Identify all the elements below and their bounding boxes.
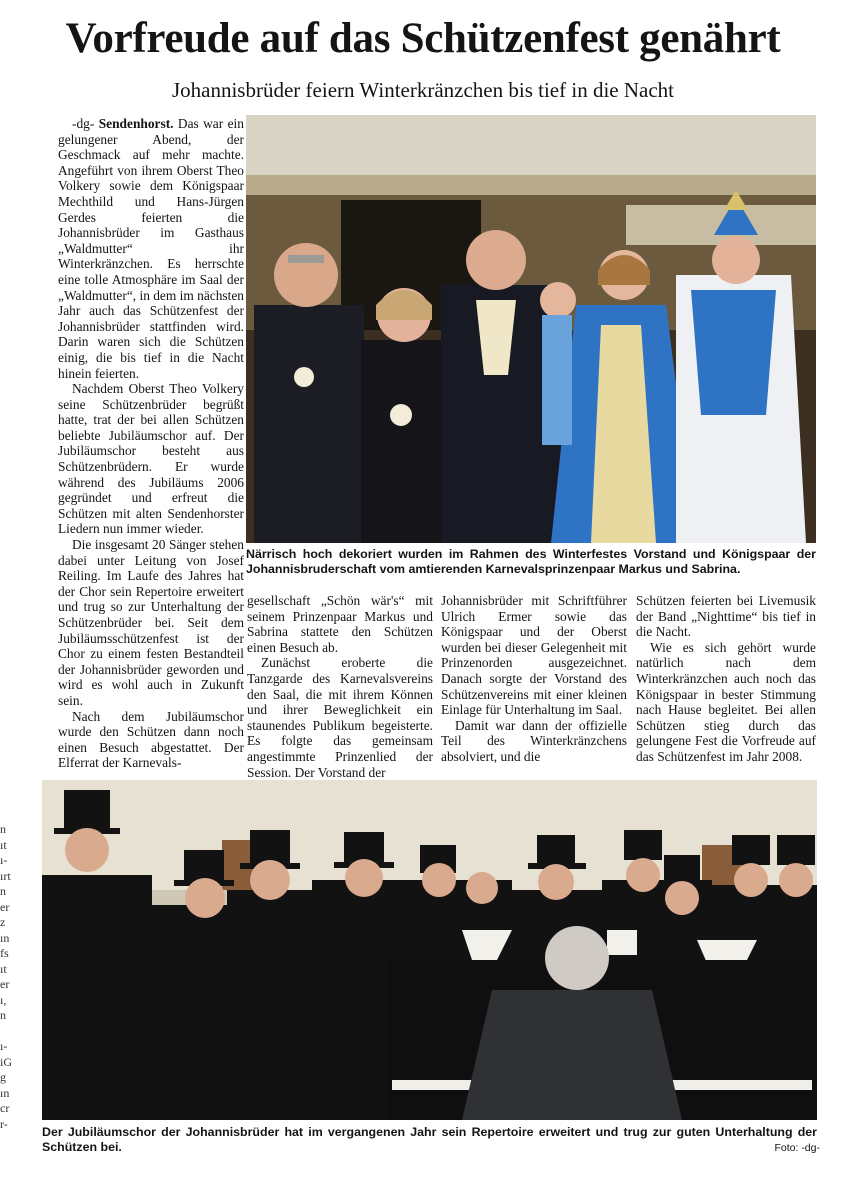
edge-fragment-line: iG <box>0 1054 12 1069</box>
article-column-3 <box>441 593 627 769</box>
photo-caption-1: Närrisch hoch dekoriert wurden im Rahmen des Winterfestes Vorstand und Königspaar der Johannisbruderschaft vom amtierenden Karnevalsprinzenpaar Markus und Sabrina. <box>246 547 816 576</box>
photo-choir-image <box>42 780 817 1120</box>
paragraph: gesellschaft „Schön wär's“ mit seinem Prinzenpaar Markus und Sabrina stattete den Schützen einen Besuch ab. <box>247 593 433 655</box>
photo-jubilee-choir <box>42 780 817 1120</box>
edge-fragment-line: n <box>0 884 6 898</box>
edge-fragment-line: ı- <box>0 853 8 867</box>
edge-fragment-line: er <box>0 977 10 991</box>
paragraph: Nachdem Oberst Theo Volkery seine Schützenbrüder begrüßt hatte, trat der bei allen Schützen beliebte Jubiläumschor auf. Der Jubiläumschor besteht aus Schützenbrüdern. Er wurde während des Jubiläums 2006 gegründet und erfreut die Schützen mit alten Sendenhorster Liedern nun immer wieder. <box>58 381 244 537</box>
paragraph: Zunächst eroberte die Tanzgarde des Karnevalsvereins den Saal, die mit ihrem Können und ihrer Beweglichkeit ein staunendes Publikum begeisterte. Es folgte das gemeinsam angestimmte Prinzenlied der Session. Der Vorstand der <box>247 655 433 780</box>
photo-caption-2: Der Jubiläumschor der Johannisbrüder hat im vergangenen Jahr sein Repertoire erweitert und trug zur guten Unterhaltung der Schützen bei. <box>42 1125 817 1154</box>
photo-credit: Foto: -dg- <box>774 1142 820 1154</box>
headline: Vorfreude auf das Schützenfest genährt <box>65 15 781 62</box>
dateline: Sendenhorst. <box>98 116 174 131</box>
paragraph: Die insgesamt 20 Sänger stehen dabei unter Leitung von Josef Reiling. Im Laufe des Jahres hat der Chor sein Repertoire erweitert und trug so zur Unterhaltung der Schützenbrüder bei. Seit dem Jubiläumsschützenfest ist der Chor zu einem festen Bestandteil der Johannisbrüder geworden und wird es wohl auch in Zukunft sein. <box>58 537 244 708</box>
paragraph: Nach dem Jubiläumschor wurde den Schützen dann noch einen Besuch abgestattet. Der Elferrat der Karnevals- <box>58 708 244 771</box>
edge-fragment-line: n <box>0 822 6 836</box>
edge-fragment-line: g <box>0 1070 6 1084</box>
edge-fragment-line: ırt <box>0 868 11 883</box>
edge-fragment-line: fs <box>0 946 9 960</box>
edge-fragment-line: cr <box>0 1101 10 1115</box>
paragraph-text: Das war ein gelungener Abend, der Geschmack auf mehr machte. Angeführt von ihrem Oberst Theo Volkery sowie dem Königspaar Mechthild und Hans-Jürgen Gerdes feierten die Johannisbrüder im Gasthaus „Waldmutter“ ihr Winterkränzchen. Es herrschte eine tolle Atmosphäre im Saal der „Waldmutter“, in dem im nächsten Jahr auch das Schützenfest der Johannisbrüder stattfinden wird. Darin waren sich die Schützen einig, die bis tief in die Nacht hinein feierten. <box>58 116 244 381</box>
edge-fragment-line: ıt <box>0 961 7 976</box>
edge-fragment-line: er <box>0 899 10 914</box>
subheadline: Johannisbrüder feiern Winterkränzchen bis tief in die Nacht <box>171 78 674 102</box>
edge-fragment-line: z <box>0 915 6 929</box>
edge-fragment-line: ın <box>0 1085 10 1100</box>
article-column-4 <box>636 593 816 769</box>
article-column-2 <box>247 593 433 780</box>
edge-fragment-line: ı- <box>0 1039 8 1053</box>
photo-royal-couple-and-carnival-prince <box>246 115 816 543</box>
edge-fragment-line: ı, <box>0 992 7 1007</box>
paragraph: Wie es sich gehört wurde natürlich nach dem Winterkränzchen auch noch das Königspaar in bester Stimmung nach Hause begleitet. Bei allen Schützen stieg durch das gelungene Fest die Vorfreude auf das Schützenfest im Jahr 2008. <box>636 639 816 764</box>
edge-fragment-line: n <box>0 1008 6 1022</box>
edge-fragment-line: ıt <box>0 837 7 852</box>
edge-fragment-line <box>0 1024 20 1040</box>
paragraph <box>58 116 244 381</box>
paragraph: Schützen feierten bei Livemusik der Band „Nighttime“ bis tief in die Nacht. <box>636 593 816 640</box>
adjacent-article-fragment <box>0 822 20 1132</box>
paragraph: Johannisbrüder mit Schriftführer Ulrich Ermer sowie das Königspaar und der Oberst wurden bei dieser Gelegenheit mit Prinzenorden ausgezeichnet. Danach sorgte der Vorstand des Schützenvereins mit einer kleinen Einlage für Unterhaltung im Saal. <box>441 593 627 718</box>
edge-fragment-line: r- <box>0 1116 8 1131</box>
article-column-1 <box>58 116 244 771</box>
byline: -dg- <box>72 116 95 131</box>
photo-royal-couple-image <box>246 115 816 543</box>
paragraph: Damit war dann der offizielle Teil des Winterkränzchens absolviert, und die <box>441 717 627 764</box>
edge-fragment-line: ın <box>0 930 10 945</box>
